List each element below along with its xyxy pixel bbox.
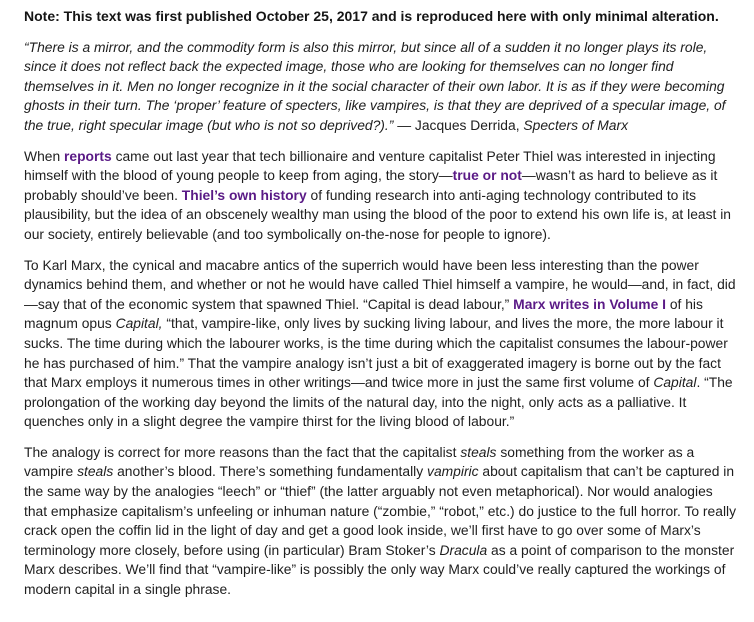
text-span: something from the worker as a vampire: [24, 443, 695, 480]
true-or-not-link[interactable]: true or not: [452, 167, 522, 184]
article-body: [24, 7, 736, 611]
text-span: came out last year that tech billionaire and venture capitalist Peter Thiel was interested in injecting himself with the blood of young people to keep from aging, the story—: [24, 147, 716, 184]
paragraph-2: [24, 256, 736, 432]
epigraph-attribution: — Jacques Derrida,: [393, 116, 524, 133]
emphasis: steals: [77, 463, 114, 480]
epigraph: [24, 38, 736, 136]
capital-title: Capital,: [115, 315, 163, 332]
epigraph-quote: “There is a mirror, and the commodity form is also this mirror, but since all of a sudden it no longer plays its role, since it does not reflect back the expected image, those who are looking for themselves can no longer find themselves in it. Men no longer recognize in it the social character of their own labor. It is as if they were becoming ghosts in their turn. The ‘proper’ feature of specters, like vampires, is that they are deprived of a specular image, of the true, right specular image (but who is not so deprived?).”: [24, 38, 726, 133]
text-span: as a point of comparison to the monster Marx describes. We’ll find that “vampire-like” is possibly the only way Marx could’ve really captured the workings of modern capital in a single phrase.: [24, 541, 735, 598]
thiel-history-link[interactable]: Thiel’s own history: [181, 186, 307, 203]
editor-note: Note: This text was first published October 25, 2017 and is reproduced here with only minimal alteration.: [24, 8, 719, 24]
text-span: . “The prolongation of the working day beyond the limits of the natural day, into the night, only acts as a palliative. It quenches only in a slight degree the vampire thirst for the living blood of labour.”: [24, 374, 733, 430]
text-span: “that, vampire-like, only lives by sucking living labour, and lives the more, the more labour it sucks. The time during which the labourer works, is the time during which the capitalist consumes the labour-power he has purchased of him.” That the vampire analogy isn’t just a bit of exaggerated imagery is borne out by the fact that Marx employs it numerous times in other writings—and twice more in just the same first volume of: [24, 315, 728, 391]
epigraph-source-title: Specters of Marx: [523, 116, 629, 133]
text-span: When: [24, 147, 65, 164]
emphasis: vampiric: [427, 463, 479, 480]
capital-title: Capital: [653, 374, 697, 391]
text-span: another’s blood. There’s something fundamentally: [113, 463, 428, 480]
text-span: of his magnum opus: [24, 295, 703, 332]
reports-link[interactable]: reports: [64, 147, 112, 164]
paragraph-3: [24, 443, 736, 600]
paragraph-1: [24, 147, 736, 245]
emphasis: steals: [460, 443, 497, 460]
text-span: The analogy is correct for more reasons than the fact that the capitalist: [24, 443, 461, 460]
dracula-title: Dracula: [439, 541, 488, 558]
marx-volume-link[interactable]: Marx writes in Volume I: [513, 295, 666, 312]
text-span: To Karl Marx, the cynical and macabre antics of the superrich would have been less interesting than the power dynamics behind them, and whether or not he would have called Thiel himself a vampire, he would—and, in fact, did—say that of the economic system that spawned Thiel. “Capital is dead labour,”: [24, 256, 736, 312]
text-span: about capitalism that can’t be captured in the same way by the analogies “leech” or “thief” (the latter arguably not even metaphorical). Nor would analogies that emphasize capitalism’s unfeeling or inhuman nature (“zombie,” “robot,” etc.) do justice to the full horror. To really crack open the coffin lid in the light of day and get a good look inside, we’ll first have to go over some of Marx’s terminology more closely, before using (in particular) Bram Stoker’s: [24, 463, 737, 558]
text-span: of funding research into anti-aging technology contributed to its plausibility, but the idea of an obscenely wealthy man using the blood of the poor to extend his own life is, at least in our society, entirely believable (and too symbolically on-the-nose for people to ignore).: [24, 186, 731, 242]
text-span: —wasn’t as hard to believe as it probably should’ve been.: [24, 167, 718, 203]
